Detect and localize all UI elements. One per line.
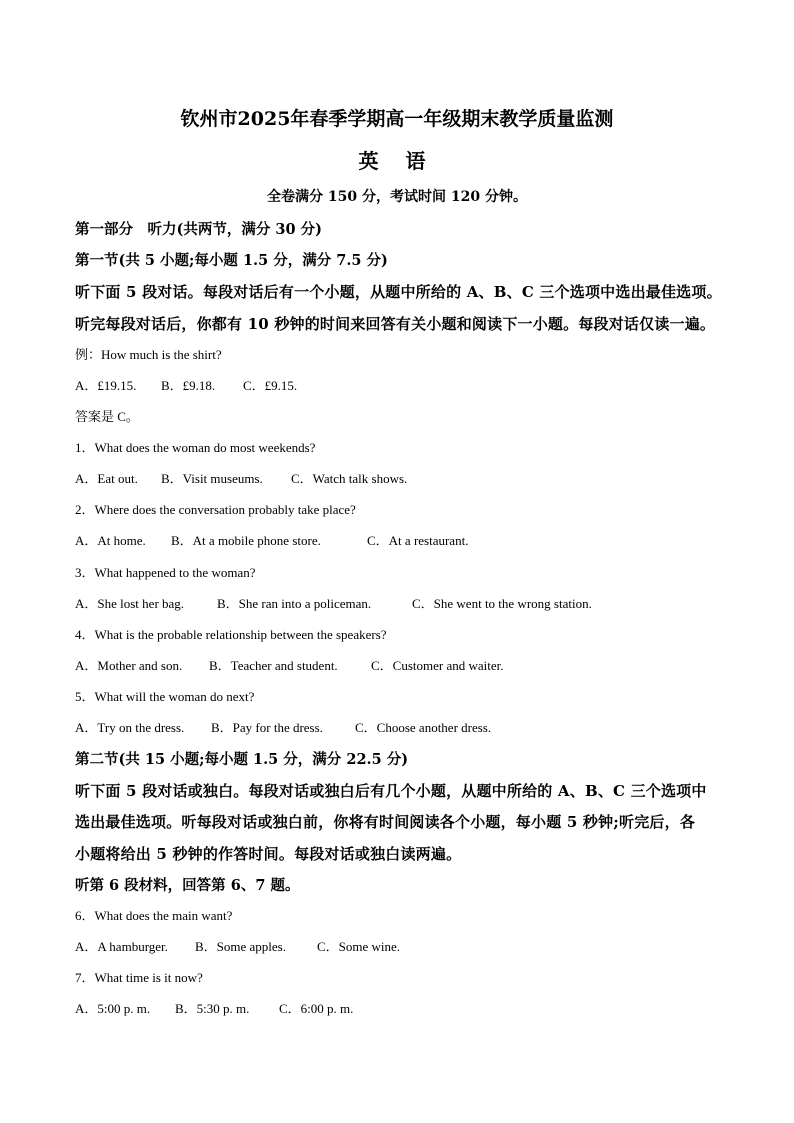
question-4: 4．What is the probable relationship between the speakers? (75, 627, 387, 642)
option-a: A．£19.15. (75, 378, 137, 393)
question-7: 7．What time is it now? (75, 970, 203, 985)
question-3: 3．What happened to the woman? (75, 565, 256, 580)
option-a: A．Try on the dress. (75, 720, 185, 735)
section2-instruction-3: 小题将给出 5 秒钟的作答时间。每段对话或独白读两遍。 (75, 845, 462, 863)
option-a: A．Eat out. (75, 471, 138, 486)
question-5-options (75, 717, 491, 736)
option-b: B．At a mobile phone store. (171, 533, 321, 548)
option-b: B．Some apples. (195, 939, 286, 954)
question-5: 5．What will the woman do next? (75, 689, 255, 704)
exam-title: 钦州市2025年春季学期高一年级期末教学质量监测 (180, 108, 614, 130)
section1-heading: 第一节(共 5 小题;每小题 1.5 分，满分 7.5 分) (75, 252, 388, 269)
question-2: 2．Where does the conversation probably take place? (75, 502, 356, 517)
option-c: C．Choose another dress. (355, 720, 492, 735)
question-4-options (75, 655, 504, 674)
option-c: C．At a restaurant. (367, 533, 469, 548)
option-c: C．She went to the wrong station. (412, 596, 592, 611)
question-1-options (75, 468, 407, 487)
option-c: C．Customer and waiter. (371, 658, 504, 673)
option-b: B．Teacher and student. (209, 658, 338, 673)
example-question: 例：How much is the shirt? (75, 347, 222, 362)
option-b: B．She ran into a policeman. (217, 596, 372, 611)
section2-instruction-2: 选出最佳选项。听每段对话或独白前，你将有时间阅读各个小题，每小题 5 秒钟;听完后，各 (75, 813, 696, 831)
section1-instruction-1: 听下面 5 段对话。每段对话后有一个小题，从题中所给的 A、B、C 三个选项中选出最佳选项。 (75, 283, 722, 301)
example-answer: 答案是 C。 (75, 409, 139, 424)
option-a: A．Mother and son. (75, 658, 183, 673)
option-c: C．6:00 p. m. (279, 1001, 354, 1016)
option-c: C．Watch talk shows. (291, 471, 408, 486)
question-2-options (75, 530, 468, 549)
section1-instruction-2: 听完每段对话后，你都有 10 秒钟的时间来回答有关小题和阅读下一小题。每段对话仅读一遍。 (75, 315, 716, 333)
option-a: A．She lost her bag. (75, 596, 185, 611)
option-b: B．Visit museums. (161, 471, 263, 486)
question-6-options (75, 936, 400, 955)
question-3-options (75, 593, 592, 612)
question-7-options (75, 998, 353, 1017)
subject-title: 英 语 (358, 149, 436, 173)
part1-heading: 第一部分 听力(共两节，满分 30 分) (75, 221, 322, 238)
option-a: A．At home. (75, 533, 146, 548)
option-b: B．£9.18. (161, 378, 216, 393)
score-info: 全卷满分 150 分，考试时间 120 分钟。 (267, 189, 527, 205)
option-b: B．Pay for the dress. (211, 720, 323, 735)
option-c: C．£9.15. (243, 378, 298, 393)
example-options (75, 375, 297, 394)
section2-instruction-1: 听下面 5 段对话或独白。每段对话或独白后有几个小题，从题中所给的 A、B、C 三个选项中 (75, 782, 707, 800)
option-a: A．5:00 p. m. (75, 1001, 151, 1016)
option-a: A．A hamburger. (75, 939, 168, 954)
material-6-heading: 听第 6 段材料，回答第 6、7 题。 (75, 877, 300, 894)
option-c: C．Some wine. (317, 939, 401, 954)
option-b: B．5:30 p. m. (175, 1001, 250, 1016)
section2-heading: 第二节(共 15 小题;每小题 1.5 分，满分 22.5 分) (75, 751, 409, 768)
question-1: 1．What does the woman do most weekends? (75, 440, 316, 455)
question-6: 6．What does the main want? (75, 908, 233, 923)
